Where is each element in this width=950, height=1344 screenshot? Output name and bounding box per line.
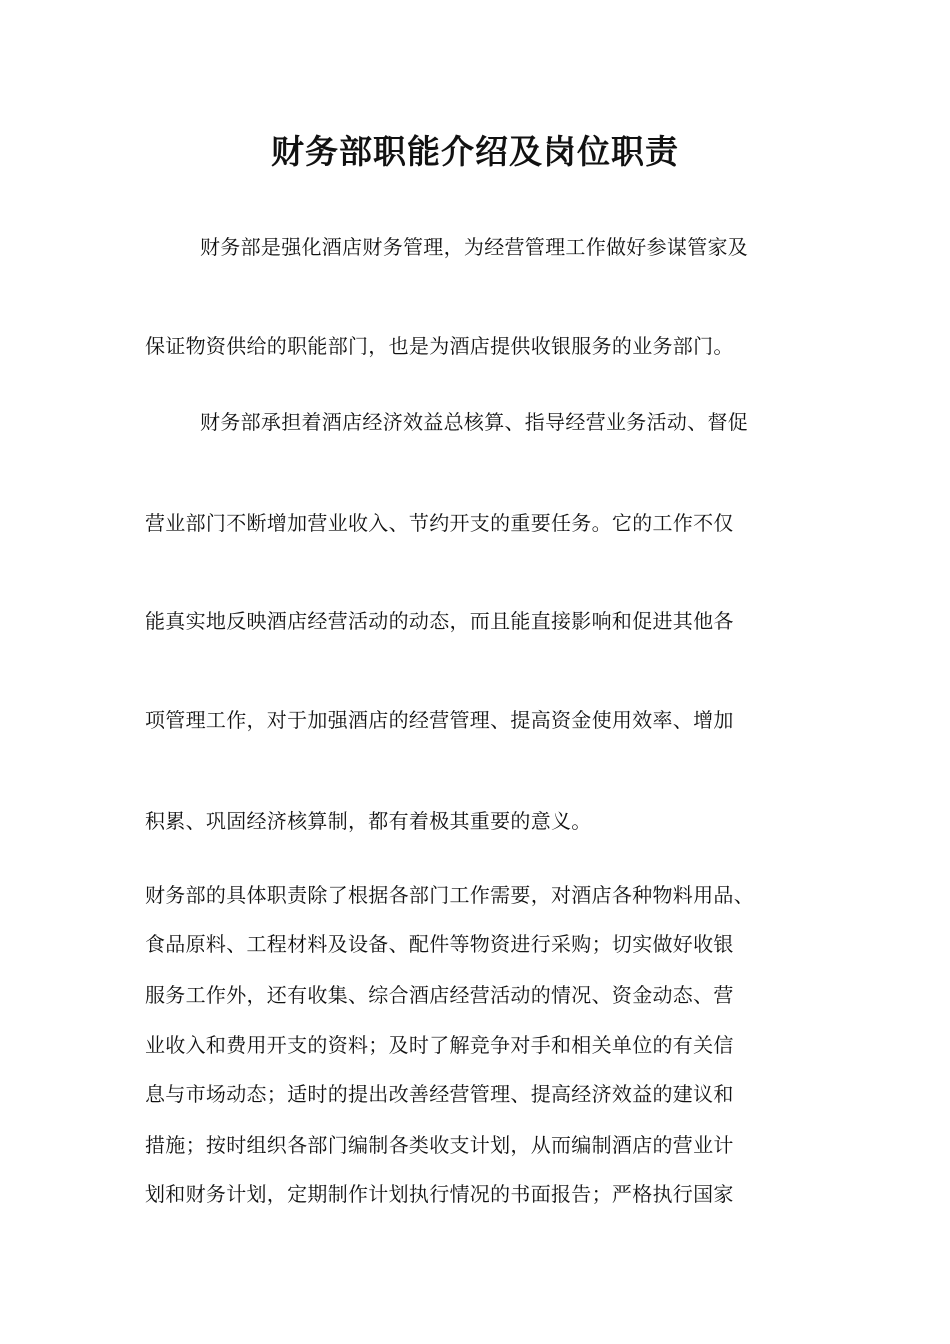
paragraph-2-line-4: 项管理工作，对于加强酒店的经营管理、提高资金使用效率、增加 [145,708,734,732]
paragraph-2-line-5: 积累、巩固经济核算制，都有着极其重要的意义。 [145,809,592,833]
paragraph-3-line-1: 财务部的具体职责除了根据各部门工作需要，对酒店各种物料用品、 [145,883,754,907]
paragraph-3-line-6: 措施；按时组织各部门编制各类收支计划，从而编制酒店的营业计 [145,1133,734,1157]
document-title: 财务部职能介绍及岗位职责 [271,132,679,171]
paragraph-2-line-3: 能真实地反映酒店经营活动的动态，而且能直接影响和促进其他各 [145,609,734,633]
paragraph-3-line-3: 服务工作外，还有收集、综合酒店经营活动的情况、资金动态、营 [145,983,734,1007]
paragraph-3-line-5: 息与市场动态；适时的提出改善经营管理、提高经济效益的建议和 [145,1082,734,1106]
paragraph-2-line-1: 财务部承担着酒店经济效益总核算、指导经营业务活动、督促 [200,410,749,434]
paragraph-2-line-2: 营业部门不断增加营业收入、节约开支的重要任务。它的工作不仅 [145,511,734,535]
paragraph-3-line-2: 食品原料、工程材料及设备、配件等物资进行采购；切实做好收银 [145,932,734,956]
paragraph-1-line-1: 财务部是强化酒店财务管理，为经营管理工作做好参谋管家及 [200,235,749,259]
paragraph-3-line-7: 划和财务计划，定期制作计划执行情况的书面报告；严格执行国家 [145,1182,734,1206]
paragraph-1-line-2: 保证物资供给的职能部门，也是为酒店提供收银服务的业务部门。 [145,334,734,358]
paragraph-3-line-4: 业收入和费用开支的资料；及时了解竞争对手和相关单位的有关信 [145,1033,734,1057]
